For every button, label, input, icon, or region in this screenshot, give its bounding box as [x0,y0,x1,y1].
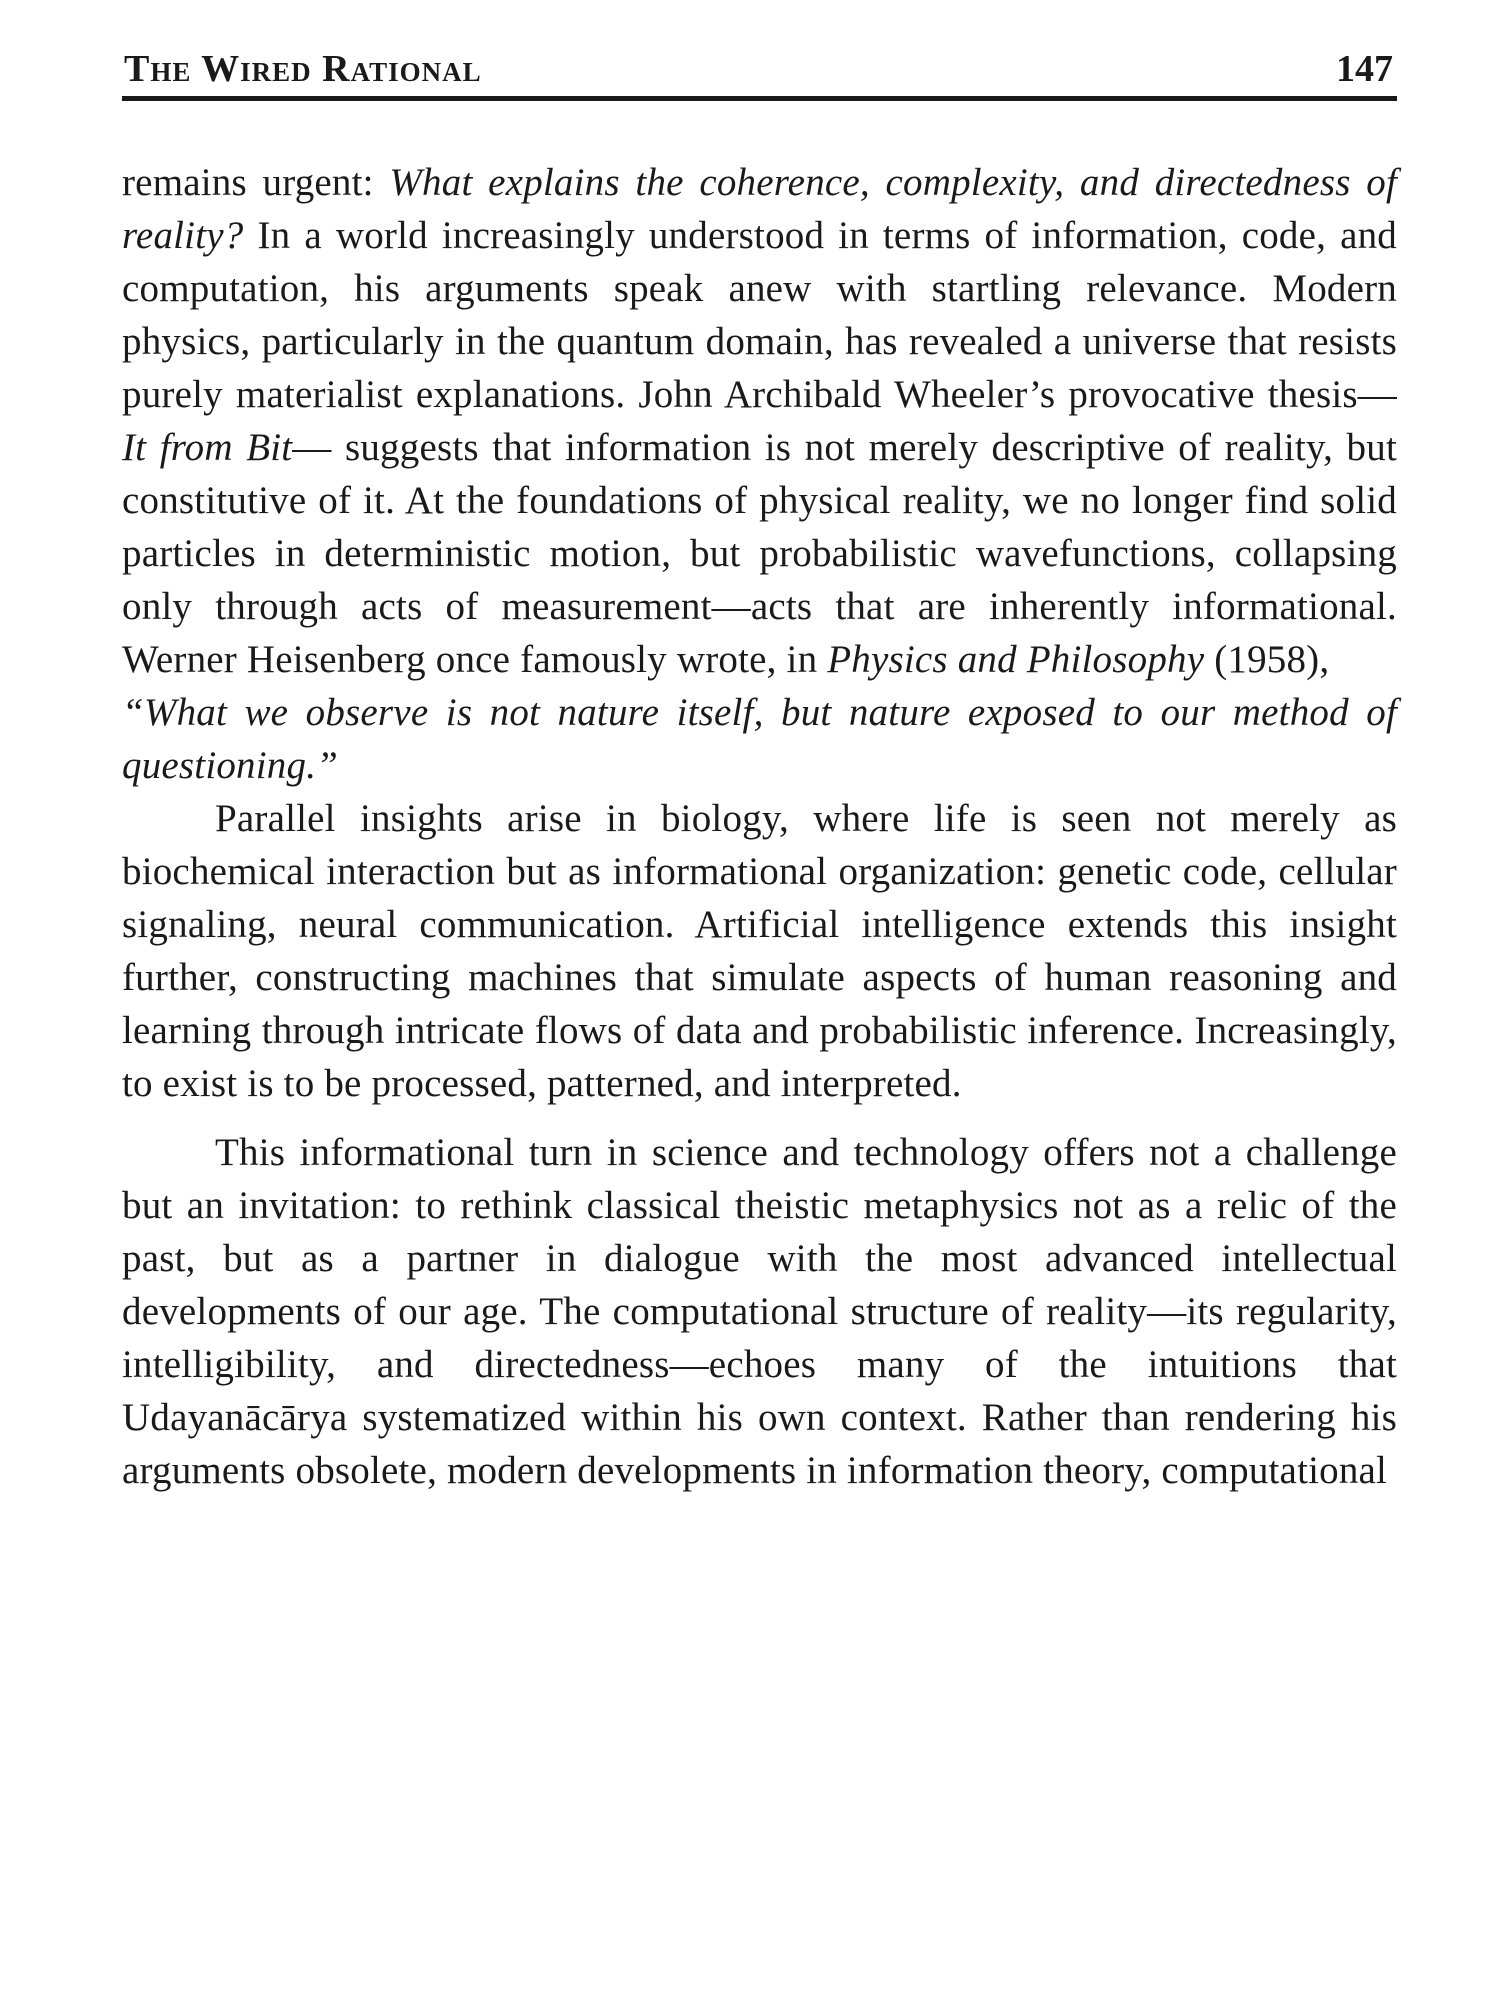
running-head: The Wired Rational [124,48,482,90]
paragraph-1-text-b: In a world increasingly understood in terms of information, code, and computation, his arguments speak anew with startling relevance. Modern physics, particularly in the quantum domain, has revealed a universe that resists purely materialist explanations. John Archibald Wheeler’s provocative thesis— [122,214,1397,416]
paragraph-1-text-d: (1958), [1204,638,1330,681]
block-quote: “What we observe is not nature itself, but nature exposed to our method of questioning.” [122,691,1397,787]
page-number: 147 [1336,48,1393,90]
paragraph-1-text-c: — suggests that information is not merely descriptive of reality, but constitutive of it. At the foundations of physical reality, we no longer find solid particles in deterministic motion, but probabilistic wavefunctions, collapsing only through acts of measurement—acts that are inherently informational. Werner Heisenberg once famously wrote, in [122,426,1397,681]
page-header [122,50,1397,101]
paragraph-2: Parallel insights arise in biology, where life is seen not merely as biochemical interaction but as informational organization: genetic code, cellular signaling, neural communication. Artificial intelligence extends this insight further, constructing machines that simulate aspects of human reasoning and learning through intricate flows of data and probabilistic inference. Increasingly, to exist is to be processed, patterned, and interpreted. [122,797,1397,1105]
paragraph-1-italic-question: What explains the coherence, complexity, and directedness of reality? [122,161,1397,257]
paragraph-1-text-a: remains urgent: [122,161,390,204]
paragraph-1-italic-it-from-bit: It from Bit [122,426,293,469]
paragraph-1-italic-book-title: Physics and Philosophy [827,638,1205,681]
book-page [122,50,1397,1497]
paragraph-1 [122,156,1397,686]
paragraph-3: This informational turn in science and technology offers not a challenge but an invitation: to rethink classical theistic metaphysics not as a relic of the past, but as a partner in dialogue with the most advanced intellectual developments of our age. The computational structure of reality—its regularity, intelligibility, and directedness—echoes many of the intuitions that Udayanācārya systematized within his own context. Rather than rendering his arguments obsolete, modern developments in information theory, computational [122,1131,1397,1492]
body-text [122,156,1397,1497]
